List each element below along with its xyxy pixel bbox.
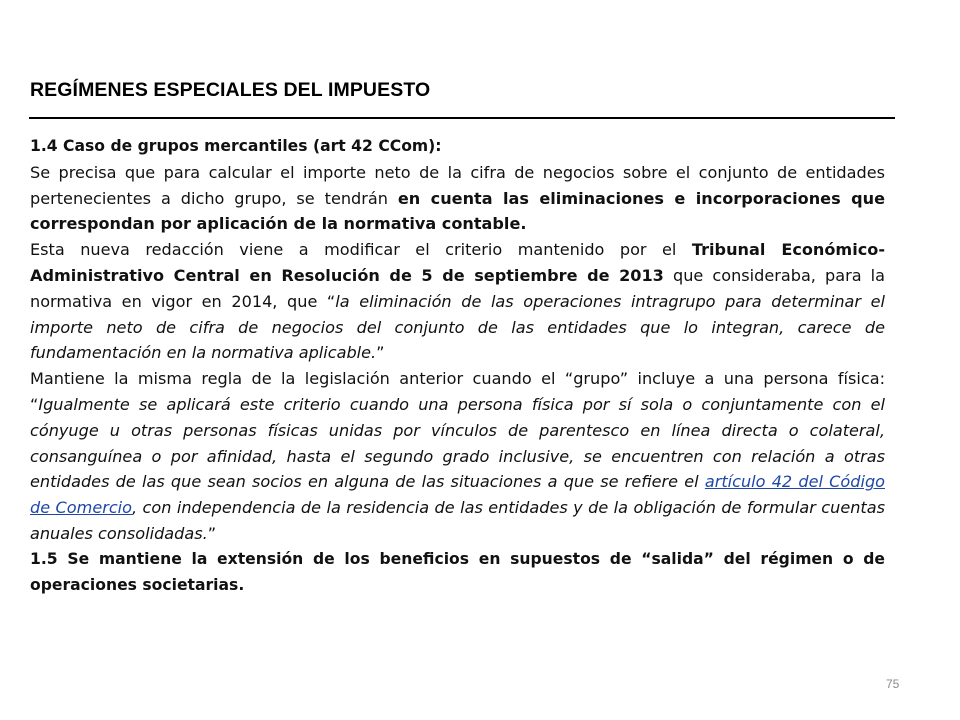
paragraph-cifra-negocios-emphasis: en cuenta las eliminaciones e incorporaciones que correspondan por aplicación de la normativa contable. <box>30 188 885 234</box>
paragraph-teac-intro: Esta nueva redacción viene a modificar el criterio mantenido por el <box>30 240 692 260</box>
title-divider <box>29 117 895 119</box>
paragraph-persona-fisica-intro: Mantiene la misma regla de la legislación anterior cuando el “grupo” incluye a una persona física: “ <box>30 369 885 414</box>
paragraph-teac-close-quote: ” <box>376 343 385 363</box>
section-1-5-heading: 1.5 Se mantiene la extensión de los beneficios en supuestos de “salida” del régimen o de operaciones societarias. <box>30 549 885 594</box>
paragraph-cifra-negocios-text: Se precisa que para calcular el importe neto de la cifra de negocios sobre el conjunto de entidades pertenecientes a dicho grupo, se tendrán <box>30 162 885 208</box>
paragraph-persona-fisica-quote-end: , con independencia de la residencia de las entidades y de la obligación de formular cuentas anuales consolidadas. <box>30 498 885 543</box>
paragraph-teac-quote: la eliminación de las operaciones intragrupo para determinar el importe neto de cifra de negocios del conjunto de las entidades que lo integran, carece de fundamentación en la normativa aplicable. <box>30 291 885 363</box>
paragraph-teac-court: Tribunal Económico-Administrativo Central en Resolución de 5 de septiembre de 2013 <box>30 240 885 285</box>
article-42-link[interactable]: artículo 42 del Código de Comercio <box>30 472 886 518</box>
paragraph-teac-resolution <box>30 237 885 366</box>
paragraph-persona-fisica-close-quote: ” <box>207 523 217 543</box>
paragraph-persona-fisica <box>30 366 885 547</box>
section-1-4-heading: 1.4 Caso de grupos mercantiles (art 42 CCom): <box>30 137 442 155</box>
paragraph-persona-fisica-quote: Igualmente se aplicará este criterio cuando una persona física por sí sola o conjuntamente con el cónyuge u otras personas físicas unidas por vínculos de parentesco en línea directa o colateral, consanguínea o por afinidad, hasta el segundo grado inclusive, se encuentren con relación a otras entidades de las que sean socios en alguna de las situaciones a que se refiere el <box>30 394 885 492</box>
page-title: REGÍMENES ESPECIALES DEL IMPUESTO <box>30 79 431 101</box>
paragraph-cifra-negocios <box>30 160 885 237</box>
paragraph-teac-context: que consideraba, para la normativa en vigor en 2014, que “ <box>30 265 885 311</box>
slide-body <box>30 134 885 598</box>
page-number: 75 <box>886 677 900 691</box>
